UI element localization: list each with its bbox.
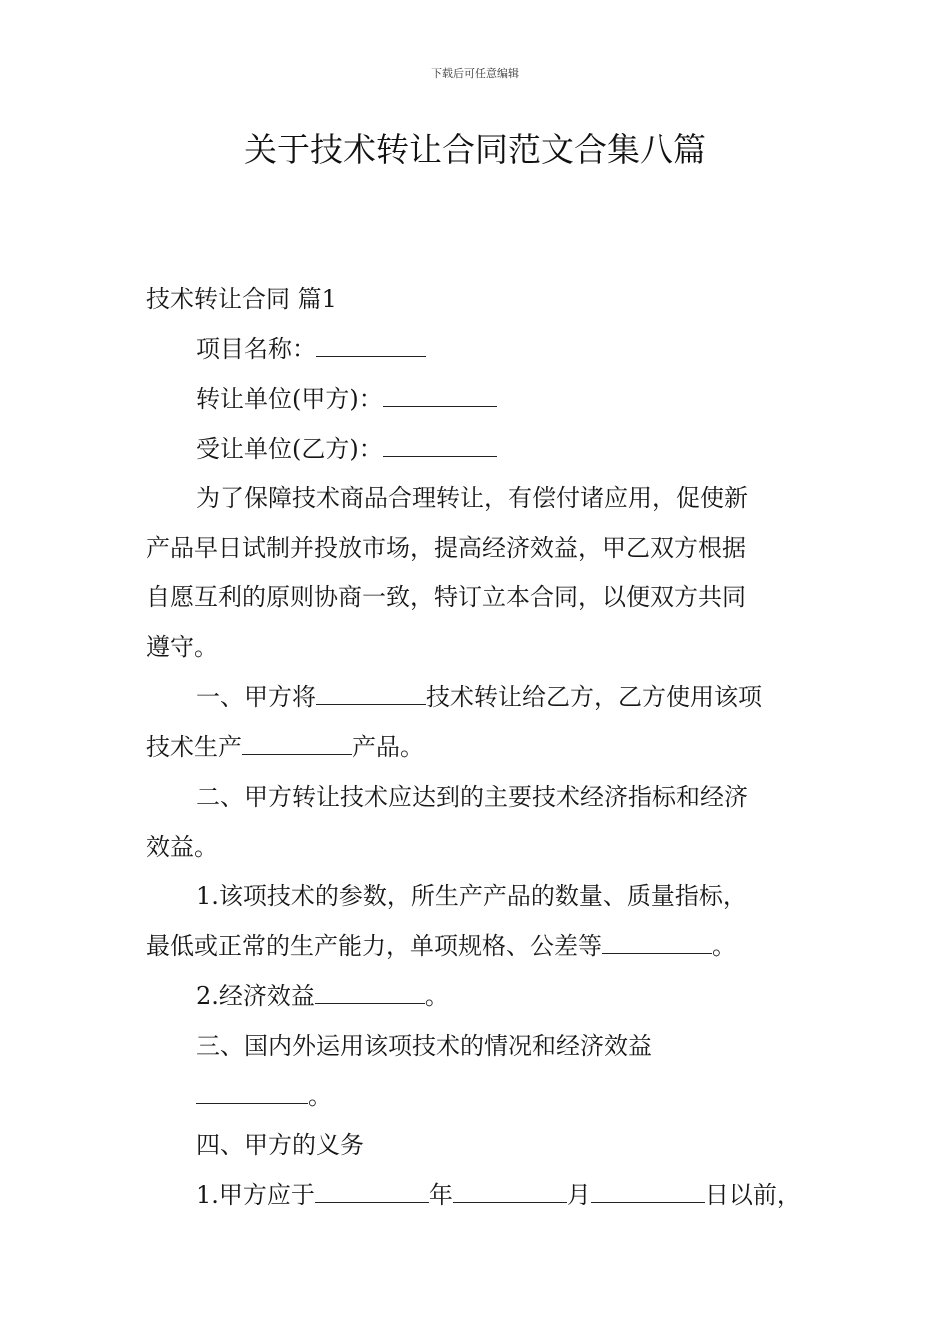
- month-blank: [453, 1180, 567, 1203]
- paragraph-line: [146, 531, 746, 565]
- item-text: 。: [712, 932, 736, 960]
- clause-three-line: [196, 1079, 332, 1113]
- clause-text: 四、甲方的义务: [196, 1131, 364, 1159]
- clause-text: 。: [308, 1082, 332, 1110]
- transferor-line: [196, 382, 497, 416]
- paragraph-line: [146, 630, 218, 664]
- item-text: 。: [424, 982, 449, 1010]
- item-text: 1.该项技术的参数，所生产产品的数量、质量指标，: [196, 882, 747, 910]
- tolerance-blank: [602, 931, 712, 954]
- item-text: 年: [428, 1181, 453, 1209]
- usage-blank: [196, 1081, 308, 1104]
- clause-text: 一、甲方将: [196, 683, 316, 711]
- paragraph-line: [196, 481, 748, 515]
- year-blank: [315, 1180, 429, 1203]
- product-blank: [242, 732, 352, 755]
- paragraph-text: 遵守。: [146, 633, 218, 661]
- economic-benefit-blank: [315, 981, 425, 1004]
- item-line: [196, 979, 449, 1013]
- day-blank: [591, 1180, 705, 1203]
- paragraph-text: 自愿互利的原则协商一致，特订立本合同，以便双方共同: [146, 583, 746, 611]
- clause-text: 二、甲方转让技术应达到的主要技术经济指标和经济: [196, 783, 748, 811]
- clause-three-line: [196, 1029, 652, 1063]
- project-name-label: 项目名称：: [196, 335, 316, 363]
- paragraph-line: [146, 580, 746, 614]
- transferor-label: 转让单位(甲方)：: [196, 385, 383, 413]
- document-title: 关于技术转让合同范文合集八篇: [244, 130, 706, 169]
- clause-two-line: [196, 780, 748, 814]
- clause-two-line: [146, 830, 218, 864]
- section-heading: [146, 282, 337, 316]
- transferee-label: 受让单位(乙方)：: [196, 435, 383, 463]
- clause-text: 技术生产: [146, 733, 242, 761]
- clause-one-line: [196, 680, 762, 714]
- paragraph-text: 产品早日试制并投放市场，提高经济效益，甲乙双方根据: [146, 534, 746, 562]
- project-name-line: [196, 332, 426, 366]
- item-line: [196, 879, 747, 913]
- header-note: 下载后可任意编辑: [431, 67, 519, 80]
- clause-text: 产品。: [352, 733, 424, 761]
- clause-text: 效益。: [146, 833, 218, 861]
- technology-blank: [316, 682, 426, 705]
- paragraph-text: 为了保障技术商品合理转让，有偿付诸应用，促使新: [196, 484, 748, 512]
- transferee-blank: [383, 434, 497, 457]
- item-text: 月: [566, 1181, 591, 1209]
- transferee-line: [196, 432, 497, 466]
- clause-text: 技术转让给乙方，乙方使用该项: [426, 683, 762, 711]
- item-line: [146, 929, 736, 963]
- project-name-blank: [316, 334, 426, 357]
- clause-four-heading: [196, 1128, 364, 1162]
- clause-text: 三、国内外运用该项技术的情况和经济效益: [196, 1032, 652, 1060]
- clause-one-line: [146, 730, 424, 764]
- transferor-blank: [383, 384, 497, 407]
- item-text: 2.经济效益: [196, 982, 315, 1010]
- section-heading-text: 技术转让合同 篇1: [146, 285, 337, 313]
- item-text: 最低或正常的生产能力，单项规格、公差等: [146, 932, 602, 960]
- item-text: 日以前，: [704, 1181, 801, 1209]
- item-text: 1.甲方应于: [196, 1181, 315, 1209]
- item-line: [196, 1178, 801, 1212]
